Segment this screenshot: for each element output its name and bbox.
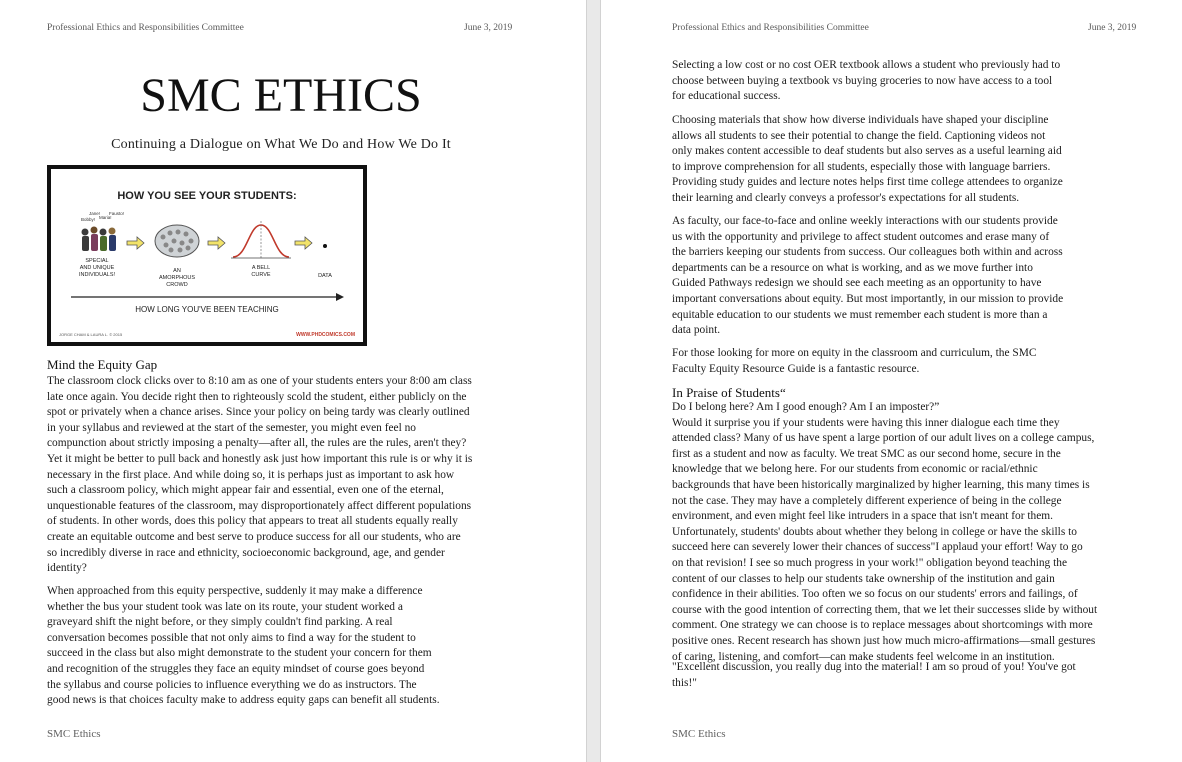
text-line: in your syllabus and reviewed at the start of the semester, you might even feel no [47, 421, 416, 434]
text-line: important conversations about equity. But most importantly, in our mission to provide [672, 292, 1064, 305]
panel-caption: A BELL [251, 265, 271, 271]
paragraph-praise [672, 400, 1152, 665]
bell-curve-icon [231, 221, 291, 259]
text-line: identity? [47, 562, 87, 575]
comic-illustration [51, 169, 363, 342]
text-line: allows all students to see their potential to change the field. Captioning videos not [672, 129, 1046, 142]
arrow-right-icon [127, 237, 144, 249]
arrow-right-icon [295, 237, 312, 249]
student-group-icon [81, 211, 124, 251]
text-line: succeed here can severely lower their chances of success"I applaud your effort! Way to go [672, 541, 1083, 554]
section-heading-equity-gap: Mind the Equity Gap [47, 357, 158, 372]
paragraph-equity-perspective [47, 584, 522, 709]
text-line: us with the opportunity and privilege to affect student outcomes and erase many of [672, 230, 1050, 243]
paragraph-resource-guide [672, 346, 1142, 377]
text-line: necessary in the first place. And while doing so, it is perhaps just as important to ask how [47, 468, 455, 481]
data-point-icon [323, 244, 327, 248]
text-line: departments can be a resource on what is working, and as we move further into [672, 261, 1033, 274]
header-date: June 3, 2019 [1088, 23, 1137, 33]
text-line: not the case. They may have a completely different experience of being in the college [672, 494, 1062, 507]
text-line: compunction about strictly imposing a penalty—after all, the rules are the rules, aren't they? [47, 437, 467, 450]
page-title: SMC ETHICS [140, 69, 422, 122]
panel-caption: AMORPHOUS [158, 275, 196, 281]
text-line: backgrounds that have been historically marginalized by higher learning, this many times is [672, 478, 1090, 491]
text-line: Would it surprise you if your students were having this inner dialogue each time they [672, 416, 1060, 429]
text-line: Do I belong here? Am I good enough? Am I an imposter?” [672, 401, 940, 413]
comic-heading: HOW YOU SEE YOUR STUDENTS: [117, 190, 297, 202]
panel-caption: AN [173, 268, 181, 274]
header-date: June 3, 2019 [464, 23, 513, 33]
text-line: unquestionable features of the classroom, may disproportionately affect different populations [47, 499, 472, 512]
text-line: this!" [672, 676, 697, 689]
text-line: "Excellent discussion, you really dug into the material! I am so proud of you! You've got [672, 661, 1076, 673]
text-line: to improve comprehension for all students, especially those with language barriers. [672, 160, 1051, 173]
text-line: confidence in their abilities. Too often we so focus on our students' errors and failings, of [672, 588, 1078, 601]
text-line: and recognition of the struggles they face an equity mindset of course goes beyond [47, 662, 425, 675]
text-line: When approached from this equity perspective, suddenly it may make a difference [47, 585, 423, 597]
text-line: choose between buying a textbook vs buying groceries to now have access to a tool [672, 74, 1053, 87]
text-line: conversation becomes possible that not only aims to find a way for the student to [47, 631, 416, 644]
text-line: first as a student and now as faculty. We treat SMC as our second home, secure in the [672, 447, 1061, 460]
paragraph-equity-gap [47, 374, 522, 577]
text-line: content of our classes to help our students take ownership of the institution and gain [672, 572, 1055, 585]
comic-figure [47, 165, 367, 346]
text-line: positive ones. Recent research has shown just how much micro-affirmations—small gestures [672, 634, 1096, 647]
text-line: comment. One strategy we can choose is to replace messages about shortcomings with more [672, 619, 1093, 632]
text-line: attended class? Many of us have spent a large portion of our adult lives on a college campus, [672, 432, 1095, 445]
text-line: Unfortunately, students' doubts about whether they belong in college or have the skills to [672, 525, 1077, 538]
text-line: such a classroom policy, which might appear fair and essential, even one of the eternal, [47, 484, 444, 497]
text-line: As faculty, our face-to-face and online weekly interactions with our students provide [672, 215, 1058, 227]
section-heading-praise: In Praise of Students“ [672, 385, 786, 400]
paragraph-materials [672, 113, 1142, 207]
text-line: Providing study guides and lecture notes helps first time college attendees to organize [672, 176, 1063, 189]
axis-arrowhead-icon [336, 293, 344, 301]
panel-caption: CROWD [166, 282, 188, 288]
header-committee: Professional Ethics and Responsibilities Committee [47, 23, 244, 33]
text-line: knowledge that we belong here. For our students from economic or racial/ethnic [672, 463, 1038, 476]
text-line: the syllabus and course policies to influence everything we do as instructors. The [47, 678, 417, 691]
text-line: The classroom clock clicks over to 8:10 am as one of your students enters your 8:00 am class [47, 375, 472, 387]
document-page-right [601, 0, 1182, 762]
paragraph-faculty [672, 214, 1142, 339]
name-bubble: Fausto! [109, 211, 125, 216]
crowd-blob-icon [155, 225, 199, 257]
text-line: equitable education to our students we must remember each student is more than a [672, 308, 1048, 321]
paragraph-oer [672, 58, 1142, 105]
footer-label: SMC Ethics [672, 728, 726, 740]
text-line: only makes content accessible to deaf students but also serves as a useful learning aid [672, 145, 1062, 158]
text-line: create an equitable outcome and best serve to produce success for all our students, who are [47, 530, 461, 543]
text-line: for educational success. [672, 90, 781, 103]
name-bubble: Bobby! [81, 217, 96, 222]
document-page-left [0, 0, 586, 762]
text-line: on that revision! I see so much progress in your work!" obligation beyond teaching the [672, 556, 1068, 569]
footer-label: SMC Ethics [47, 728, 101, 740]
text-line: Choosing materials that show how diverse individuals have shaped your discipline [672, 114, 1049, 126]
text-line: the barriers keeping our students from success. Our colleagues both within and across [672, 246, 1063, 259]
panel-caption: CURVE [251, 272, 271, 278]
page-subtitle: Continuing a Dialogue on What We Do and How We Do It [111, 137, 451, 152]
text-line: good news is that choices faculty make to address equity gaps can benefit all students. [47, 694, 440, 707]
name-bubble: Maria! [99, 215, 112, 220]
text-line: graveyard shift the night before, or they simply couldn't find parking. A real [47, 616, 393, 629]
panel-caption: AND UNIQUE [79, 265, 115, 271]
text-line: of students. In other words, does this policy that appears to treat all students equally really [47, 515, 458, 528]
text-line: spot or privately when a chance arises. Since your policy on being tardy was clearly outlined [47, 406, 470, 419]
header-committee: Professional Ethics and Responsibilities Committee [672, 23, 869, 33]
panel-caption: SPECIAL [85, 258, 109, 264]
text-line: whether the bus your student took was late on its route, your student worked a [47, 600, 403, 613]
text-line: succeed in the class but also might demonstrate to the student your concern for them [47, 647, 432, 660]
arrow-right-icon [208, 237, 225, 249]
text-line: so incredibly diverse in race and ethnicity, socioeconomic background, age, and gender [47, 546, 445, 559]
text-line: course with the good intention of correcting them, that we let their successes slide by without [672, 603, 1098, 616]
text-line: of caring, listening, and comfort—can make students feel welcome in an institution. [672, 650, 1055, 663]
axis-label: HOW LONG YOU'VE BEEN TEACHING [135, 305, 279, 314]
text-line: Selecting a low cost or no cost OER textbook allows a student who previously had to [672, 59, 1061, 71]
paragraph-affirmation-quote [672, 660, 1142, 691]
panel-caption: DATA [318, 273, 332, 279]
page-gutter [586, 0, 601, 762]
text-line: their learning and clearly conveys a professor's expectations for all students. [672, 191, 1020, 204]
comic-site: WWW.PHDCOMICS.COM [296, 332, 355, 338]
text-line: environment, and even might feel like intruders in a space that isn't meant for them. [672, 510, 1053, 523]
comic-credit: JORGE CHAM & LAURA L. © 2015 [59, 332, 123, 337]
panel-caption: INDIVIDUALS! [78, 272, 116, 278]
text-line: Guided Pathways redesign we should see each meeting as an opportunity to have [672, 277, 1042, 290]
text-line: Yet it might be better to pull back and honestly ask just how important this rule is or why it is [47, 452, 473, 465]
text-line: data point. [672, 324, 721, 337]
text-line: Faculty Equity Resource Guide is a fantastic resource. [672, 362, 920, 375]
text-line: For those looking for more on equity in the classroom and curriculum, the SMC [672, 347, 1037, 359]
text-line: late once again. You decide right then to righteously scold the student, either publicly on the [47, 390, 467, 403]
name-bubble: Jane! [89, 211, 101, 216]
